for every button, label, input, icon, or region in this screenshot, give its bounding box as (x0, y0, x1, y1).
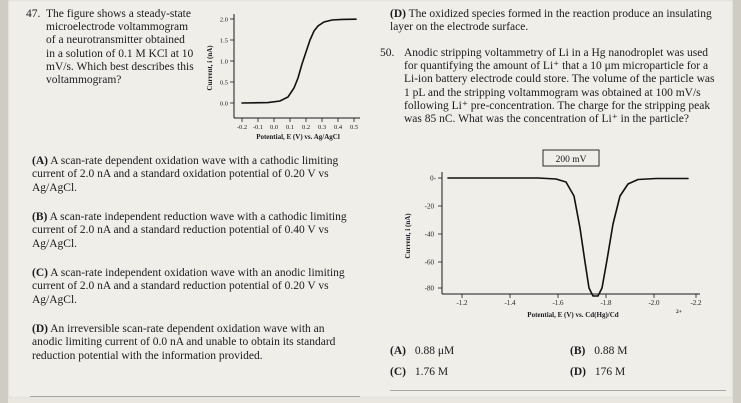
svg-text:0.4: 0.4 (333, 124, 343, 131)
svg-text:200 mV: 200 mV (555, 155, 587, 165)
svg-text:-0.2: -0.2 (236, 124, 248, 131)
svg-text:-40: -40 (424, 230, 434, 239)
svg-text:Current, i (nA): Current, i (nA) (206, 45, 214, 91)
figure-47 (198, 6, 368, 146)
question-50-choice-b (570, 345, 627, 357)
svg-text:-1.4: -1.4 (504, 299, 516, 307)
question-47-choice-d (32, 323, 354, 363)
choice-c-label: (C) (32, 267, 48, 279)
svg-text:-2.0: -2.0 (648, 299, 660, 307)
svg-text:0.0: 0.0 (219, 100, 228, 108)
question-47-choice-c (32, 267, 354, 307)
q50-choice-a-text: 0.88 μM (414, 345, 455, 357)
choice-a-text: A scan-rate dependent oxidation wave with a cathodic limiting current of 2.0 nA and a standard oxidation potential of 0.20 V vs Ag/AgCl. (32, 155, 339, 194)
svg-text:0.0: 0.0 (269, 124, 279, 131)
paper-surface (8, 0, 733, 398)
svg-text:0.5: 0.5 (219, 79, 228, 87)
question-50-choice-a (390, 345, 454, 357)
svg-text:1.5: 1.5 (219, 37, 228, 45)
svg-text:-1.2: -1.2 (456, 299, 468, 307)
bottom-rule-left (30, 396, 360, 397)
svg-text:-0.1: -0.1 (252, 124, 264, 131)
question-47-choice-a (32, 155, 354, 195)
question-47-choice-b (32, 211, 354, 251)
q50-choice-d-text: 176 M (594, 366, 626, 378)
bottom-rule-right (390, 390, 726, 391)
question-50-stem: Anodic stripping voltammetry of Li in a Hg nanodroplet was used for quantifying the amount of Li⁺ that a 10 μm microparticle for a Li-ion battery electrode could store. The volume of the particle was 1 pL and the stripping voltammogram was obtained at 100 mV/s following Li⁺ pre-concentration. The charge for the stripping peak was 85 nC. What was the concentration of Li⁺ in the particle? (404, 47, 715, 126)
svg-text:-2.2: -2.2 (690, 299, 702, 307)
svg-text:0.5: 0.5 (349, 124, 359, 131)
q50-choice-b-text: 0.88 M (594, 345, 628, 357)
svg-text:-80: -80 (424, 284, 434, 293)
question-50-number: 50. (380, 47, 395, 59)
svg-text:1.0: 1.0 (219, 58, 228, 66)
svg-text:-20: -20 (424, 202, 434, 211)
choice-b-text: A scan-rate independent reduction wave with a cathodic limiting current of 2.0 nA and a standard reduction potential of 0.40 V vs Ag/AgCl. (32, 211, 347, 250)
q50-choice-a-label: (A) (390, 345, 406, 357)
choice-a-label: (A) (32, 155, 48, 167)
svg-text:0-: 0- (430, 174, 436, 183)
q50-choice-c-text: 1.76 M (414, 366, 449, 378)
choice-d-label: (D) (32, 323, 48, 335)
figure-50 (388, 148, 718, 338)
carryover-choice-text: The oxidized species formed in the reaction produce an insulating layer on the electrode surface. (390, 8, 712, 34)
choice-c-text: A scan-rate independent oxidation wave with an anodic limiting current of 2.0 nA and a standard reduction potential of 0.20 V vs Ag/AgCl. (32, 267, 345, 306)
question-47-stem: The figure shows a steady-state microelectrode voltammogram of a neurotransmitter obtained in a solution of 0.1 M KCl at 10 mV/s. Which best describes this voltammogram? (46, 8, 194, 87)
choice-b-label: (B) (32, 211, 48, 223)
svg-text:2+: 2+ (676, 309, 682, 315)
svg-text:0.3: 0.3 (317, 124, 327, 131)
carryover-choice-d (390, 8, 720, 35)
question-47-number: 47. (26, 8, 41, 20)
svg-text:0.1: 0.1 (285, 124, 295, 131)
question-50-choice-c (390, 366, 448, 378)
carryover-choice-label: (D) (390, 8, 406, 20)
svg-text:-1.6: -1.6 (552, 299, 564, 307)
svg-text:-60: -60 (424, 258, 434, 267)
page-left-edge (0, 0, 8, 403)
svg-text:2.0: 2.0 (219, 16, 228, 24)
svg-text:Potential, E (V) vs. Cd(Hg)/Cd: Potential, E (V) vs. Cd(Hg)/Cd (527, 311, 619, 319)
svg-text:-1.8: -1.8 (600, 299, 612, 307)
page-right-edge (733, 0, 741, 403)
q50-choice-b-label: (B) (570, 345, 586, 357)
choice-d-text: An irreversible scan-rate dependent oxidation wave with an anodic limiting current of 0.0 nA and unable to obtain its standard reduction potential with the information provided. (32, 323, 336, 362)
q50-choice-c-label: (C) (390, 366, 406, 378)
svg-text:Potential, E (V) vs. Ag/AgCl: Potential, E (V) vs. Ag/AgCl (256, 133, 340, 141)
svg-text:Current, i (nA): Current, i (nA) (404, 213, 412, 259)
q50-choice-d-label: (D) (570, 366, 586, 378)
question-50-choice-d (570, 366, 625, 378)
svg-text:0.2: 0.2 (301, 124, 311, 131)
